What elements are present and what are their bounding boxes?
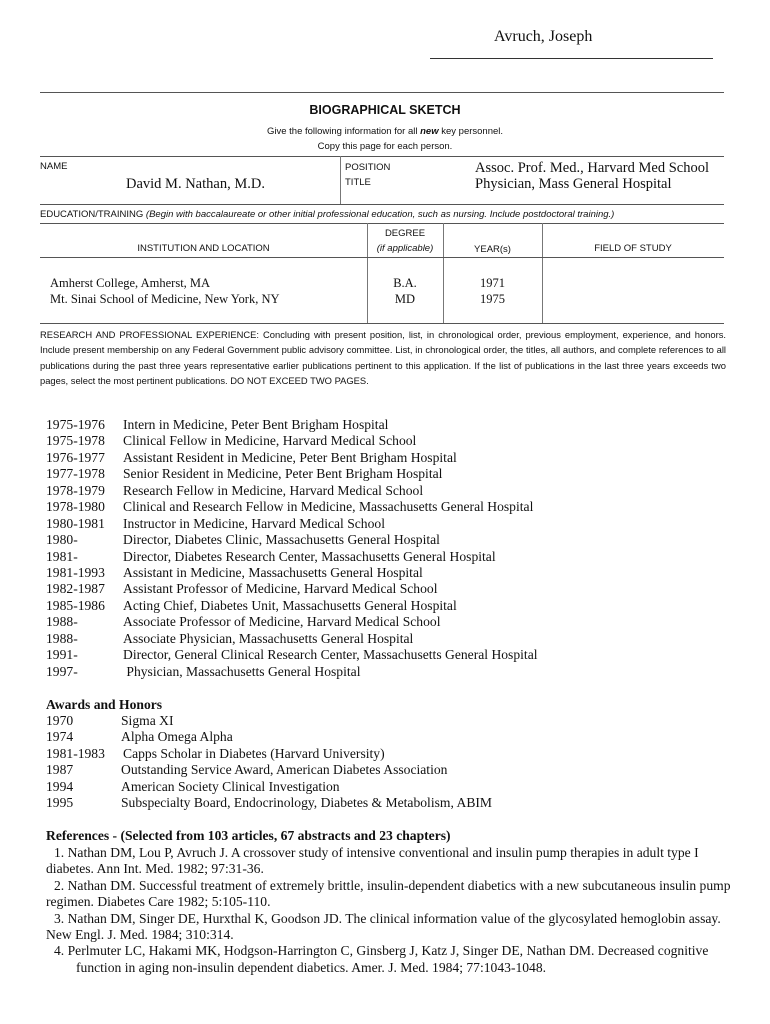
experience-years: 1991- (46, 647, 78, 663)
name-row-top-rule (40, 156, 724, 157)
awards-heading: Awards and Honors (46, 697, 163, 712)
form-title: BIOGRAPHICAL SKETCH (309, 103, 461, 117)
form-instruction-2: Copy this page for each person. (317, 141, 453, 152)
education-header-rule (40, 223, 724, 224)
name-label: NAME (40, 161, 68, 172)
award-desc: Outstanding Service Award, American Diabetes Association (121, 762, 448, 778)
experience-desc: Physician, Massachusetts General Hospital (123, 663, 361, 679)
experience-desc: Clinical and Research Fellow in Medicine, Massachusetts General Hospital (123, 499, 534, 515)
experience-desc: Director, General Clinical Research Center, Massachusetts General Hospital (123, 647, 538, 663)
top-divider (40, 92, 724, 93)
reference-item: 4. Perlmuter LC, Hakami MK, Hodgson-Harrington C, Ginsberg J, Katz J, Singer DE, Nathan DM. Decreased cognitive function in aging non-insulin dependent diabetics. Amer. J. Med. 1984; 77:1043-1048. (54, 943, 709, 975)
experience-years: 1981- (46, 548, 78, 564)
experience-years: 1980- (46, 532, 78, 548)
award-year: 1981-1983 (46, 745, 105, 761)
col-years-header: YEAR(s) (474, 244, 511, 255)
award-year: 1970 (46, 713, 74, 728)
award-desc: Alpha Omega Alpha (121, 729, 233, 745)
experience-years: 1980-1981 (46, 515, 105, 531)
reference-item: 2. Nathan DM. Successful treatment of extremely brittle, insulin-dependent diabetics with a new subcutaneous insulin pump regimen. Diabetes Care 1982; 5:105-110. (46, 877, 731, 910)
col-field-header: FIELD OF STUDY (594, 243, 672, 254)
award-year: 1994 (46, 778, 74, 794)
experience-desc: Instructor in Medicine, Harvard Medical School (123, 515, 385, 531)
experience-desc: Assistant Professor of Medicine, Harvard Medical School (123, 581, 438, 597)
experience-desc: Intern in Medicine, Peter Bent Brigham Hospital (123, 417, 389, 432)
experience-desc: Acting Chief, Diabetes Unit, Massachusetts General Hospital (123, 597, 457, 613)
experience-years: 1988- (46, 630, 78, 646)
experience-desc: Clinical Fellow in Medicine, Harvard Medical School (123, 433, 417, 449)
education-subheader-rule (40, 257, 724, 258)
edu-col-divider-3 (542, 223, 543, 323)
experience-desc: Senior Resident in Medicine, Peter Bent Brigham Hospital (123, 466, 443, 482)
edu-institution-2: Mt. Sinai School of Medicine, New York, NY (50, 292, 280, 306)
experience-years: 1997- (46, 663, 78, 679)
col-degree-subheader: (if applicable) (376, 243, 434, 254)
experience-desc: Director, Diabetes Clinic, Massachusetts General Hospital (123, 532, 440, 548)
position-line-1: Assoc. Prof. Med., Harvard Med School (475, 160, 709, 176)
experience-desc: Director, Diabetes Research Center, Massachusetts General Hospital (123, 548, 496, 564)
experience-desc: Associate Professor of Medicine, Harvard Medical School (123, 614, 441, 630)
research-instructions: RESEARCH AND PROFESSIONAL EXPERIENCE: Concluding with present position, list, in chronological order, previous employment, experience, and honors. Include present membership on any Federal Government public advisory committee. List, in chronological order, the titles, all authors, and complete references to all publications during the past three years representative earlier publications pertinent to this application. If the list of publications in the last three years exceeds two pages, select the most pertinent publications. DO NOT EXCEED TWO PAGES. (40, 329, 726, 386)
education-bottom-rule (40, 323, 724, 324)
award-year: 1995 (46, 795, 74, 811)
award-desc: Capps Scholar in Diabetes (Harvard University) (123, 745, 385, 761)
references-heading: References - (Selected from 103 articles, 67 abstracts and 23 chapters) (46, 828, 451, 843)
experience-desc: Associate Physician, Massachusetts General Hospital (123, 630, 414, 646)
name-position-divider (340, 156, 341, 204)
experience-years: 1985-1986 (46, 597, 105, 613)
experience-desc: Assistant in Medicine, Massachusetts General Hospital (123, 564, 423, 580)
references-list (46, 845, 736, 976)
position-label: POSITION (345, 162, 391, 173)
applicant-underline (430, 58, 713, 59)
award-desc: Subspecialty Board, Endocrinology, Diabetes & Metabolism, ABIM (121, 795, 493, 811)
col-degree-header: DEGREE (384, 228, 426, 239)
experience-years: 1978-1980 (46, 499, 105, 515)
award-desc: American Society Clinical Investigation (121, 778, 340, 794)
award-desc: Sigma XI (121, 713, 174, 728)
edu-col-divider-2 (443, 223, 444, 323)
edu-degree-1: B.A. (393, 276, 417, 290)
experience-years: 1978-1979 (46, 482, 105, 498)
person-name: David M. Nathan, M.D. (126, 176, 265, 192)
position-line-2: Physician, Mass General Hospital (475, 176, 672, 192)
reference-item: 1. Nathan DM, Lou P, Avruch J. A crossover study of intensive conventional and insulin pump therapies in adult type I diabetes. Ann Int. Med. 1982; 97:31-36. (46, 845, 699, 877)
experience-years: 1982-1987 (46, 581, 105, 597)
experience-years: 1976-1977 (46, 449, 105, 465)
education-label: EDUCATION/TRAINING (Begin with baccalaureate or other initial professional education, such as nursing. Include postdoctoral training.) (40, 209, 615, 220)
edu-degree-2: MD (394, 292, 416, 306)
experience-years: 1975-1978 (46, 433, 105, 449)
col-institution-header: INSTITUTION AND LOCATION (137, 243, 270, 254)
award-year: 1987 (46, 762, 74, 778)
edu-year-1: 1971 (480, 276, 505, 290)
edu-institution-1: Amherst College, Amherst, MA (50, 276, 211, 290)
award-year: 1974 (46, 729, 74, 745)
experience-desc: Research Fellow in Medicine, Harvard Medical School (123, 482, 424, 498)
experience-years: 1981-1993 (46, 564, 105, 580)
experience-years: 1977-1978 (46, 466, 105, 482)
reference-item: 3. Nathan DM, Singer DE, Hurxthal K, Goodson JD. The clinical information value of the glycosylated hemoglobin assay. New Engl. J. Med. 1984; 310:314. (46, 910, 721, 943)
experience-desc: Assistant Resident in Medicine, Peter Bent Brigham Hospital (123, 449, 457, 465)
form-instruction: Give the following information for all new key personnel. (266, 126, 504, 137)
edu-year-2: 1975 (480, 292, 505, 306)
applicant-name: Avruch, Joseph (494, 28, 593, 45)
education-top-rule (40, 204, 724, 205)
experience-years: 1988- (46, 614, 78, 630)
experience-years: 1975-1976 (46, 417, 105, 432)
title-label: TITLE (345, 177, 371, 188)
